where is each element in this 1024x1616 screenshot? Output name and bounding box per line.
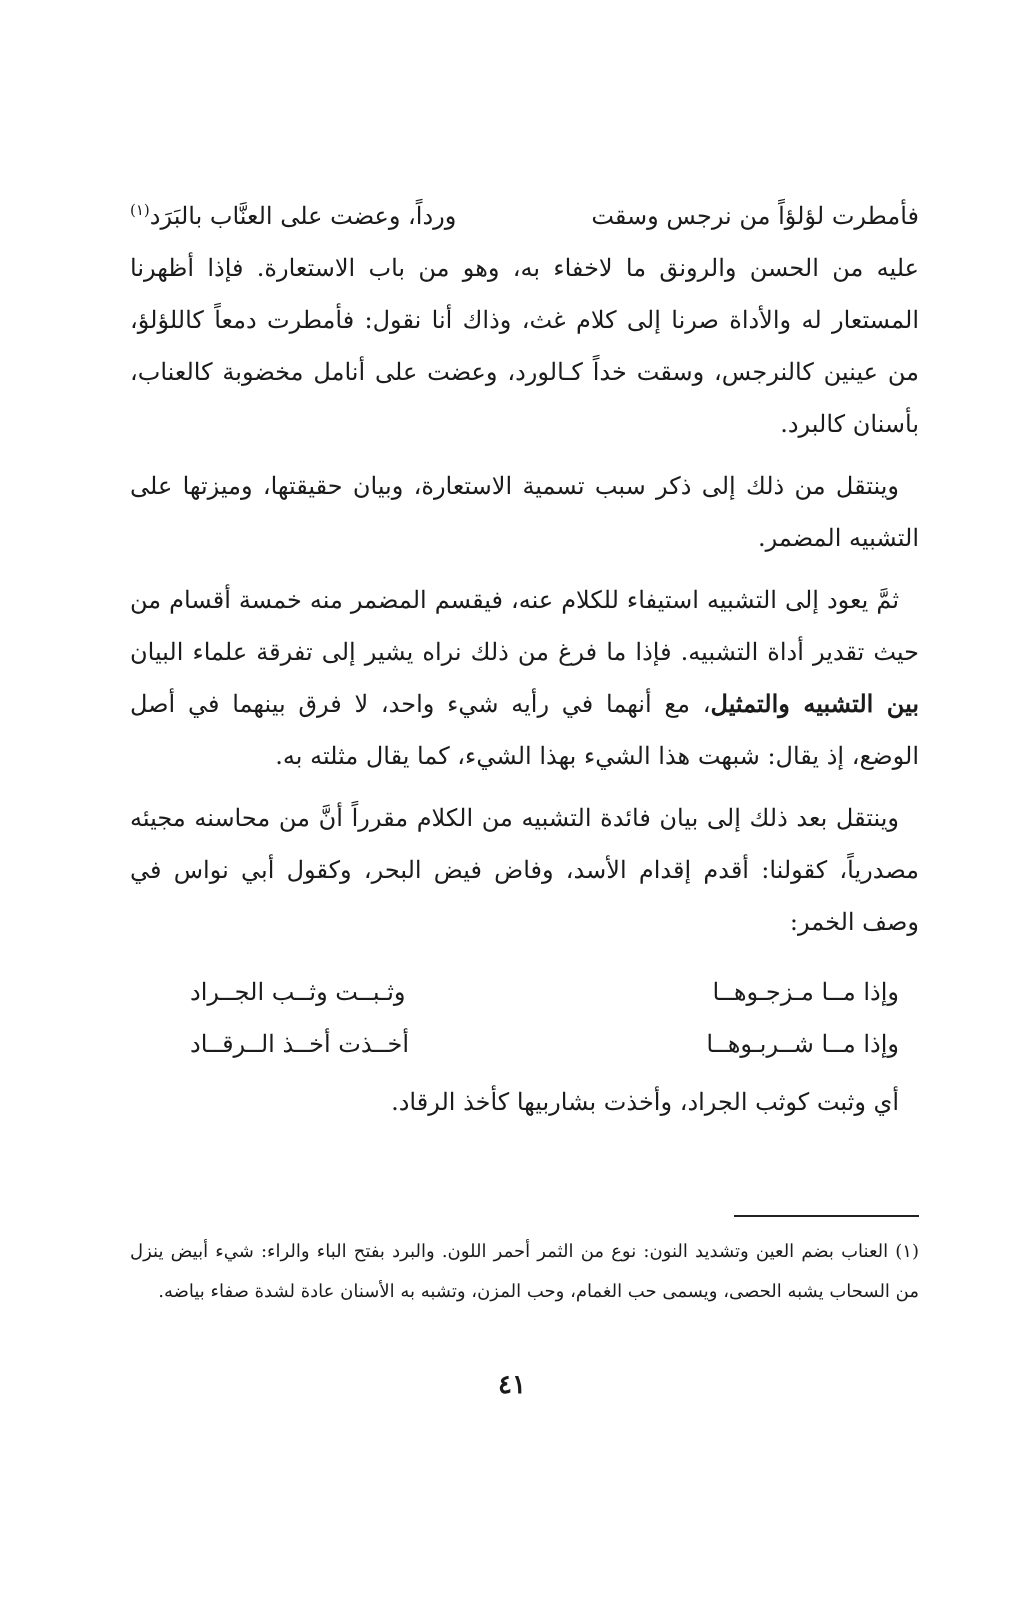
paragraph-3 xyxy=(130,574,919,782)
poem-line-1-second: وثـبــت وثــب الجــراد xyxy=(190,978,406,1006)
poem-line-2-first: وإذا مــا شــربـوهــا xyxy=(706,1030,899,1058)
paragraph-1: عليه من الحسن والرونق ما لاخفاء به، وهو من باب الاستعارة. فإذا أظهرنا المستعار له والأداة صرنا إلى كلام غث، وذاك أنا نقول: فأمطرت دمعاً كاللؤلؤ، من عينين كالنرجس، وسقت خداً كـالورد، وعضت على أنامل مخضوبة كالعناب، بأسنان كالبرد. xyxy=(130,254,919,438)
paragraph-3-part-2: ، مع أنهما في رأيه شيء واحد، لا فرق بينهما في أصل الوضع، إذ يقال: شبهت هذا الشيء بهذا الشيء، كما يقال مثلته به. xyxy=(130,690,919,770)
footnote-divider xyxy=(734,1215,919,1217)
page-number: ٤١ xyxy=(498,1370,526,1400)
opening-verse-second-hemistich: ورداً، وعضت على العنَّاب بالبَرَد xyxy=(149,202,457,230)
footnote xyxy=(130,1232,919,1312)
opening-verse xyxy=(130,190,919,242)
opening-verse-first-hemistich: فأمطرت لؤلؤاً من نرجس وسقت xyxy=(591,202,919,230)
poem-line-2 xyxy=(190,1018,899,1070)
poem xyxy=(130,966,919,1070)
paragraph-3-part-1: ثمَّ يعود إلى التشبيه استيفاء للكلام عنه، فيقسم المضمر منه خمسة أقسام من حيث تقدير أداة التشبيه. فإذا ما فرغ من ذلك نراه يشير إلى تفرقة علماء البيان xyxy=(130,586,919,666)
main-text xyxy=(130,190,919,1138)
poem-line-1 xyxy=(190,966,899,1018)
footnote-text: (١) العناب بضم العين وتشديد النون: نوع من الثمر أحمر اللون. والبرد بفتح الباء والراء: شيء أبيض ينزل من السحاب يشبه الحصى، ويسمى حب الغمام، وحب المزن، وتشبه به الأسنان عادة لشدة صفاء بياضه. xyxy=(130,1241,919,1302)
poem-line-2-second: أخــذت أخــذ الــرقــاد xyxy=(190,1030,409,1058)
opening-verse-second-hemistich-wrap xyxy=(130,190,456,242)
paragraph-4: وينتقل بعد ذلك إلى بيان فائدة التشبيه من الكلام مقرراً أنَّ من محاسنه مجيئه مصدرياً، كقولنا: أقدم إقدام الأسد، وفاض فيض البحر، وكقول أبي نواس في وصف الخمر: xyxy=(130,804,919,936)
paragraph-2: وينتقل من ذلك إلى ذكر سبب تسمية الاستعارة، وبيان حقيقتها، وميزتها على التشبيه المضمر. xyxy=(130,472,919,552)
poem-line-1-first: وإذا مــا مـزجـوهــا xyxy=(712,978,899,1006)
closing-paragraph: أي وثبت كوثب الجراد، وأخذت بشاربيها كأخذ الرقاد. xyxy=(391,1088,899,1116)
paragraph-3-bold: بين التشبيه والتمثيل xyxy=(710,689,919,718)
footnote-marker: (١) xyxy=(130,201,150,219)
